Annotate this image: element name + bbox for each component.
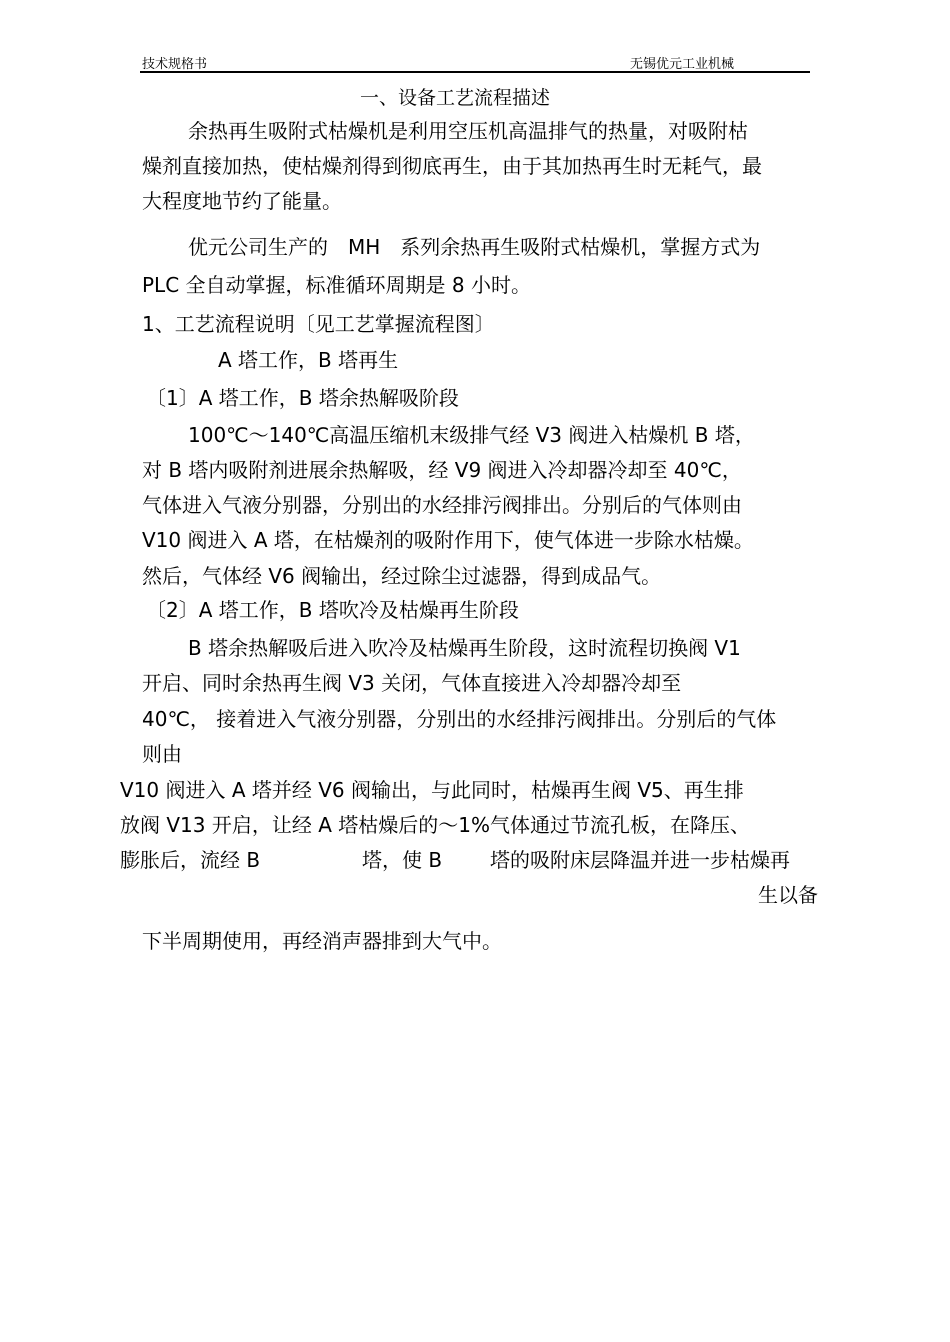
paragraph-line: PLC 全自动掌握，标准循环周期是 8 小时。 <box>142 273 531 297</box>
paragraph-line: 余热再生吸附式枯燥机是利用空压机高温排气的热量，对吸附枯 <box>188 119 748 143</box>
paragraph-line: 然后，气体经 V6 阀输出，经过除尘过滤器，得到成品气。 <box>142 564 662 588</box>
paragraph-line: A 塔工作，B 塔再生 <box>218 348 399 372</box>
paragraph-line: 对 B 塔内吸附剂进展余热解吸，经 V9 阀进入冷却器冷却至 40℃， <box>142 458 742 482</box>
paragraph-line: 则由 <box>142 742 182 766</box>
header-rule <box>140 71 810 73</box>
paragraph-line: B 塔余热解吸后进入吹冷及枯燥再生阶段，这时流程切换阀 V1 <box>188 636 741 660</box>
paragraph-line: 开启、同时余热再生阀 V3 关闭，气体直接进入冷却器冷却至 <box>142 671 682 695</box>
paragraph-line: 〔2〕A 塔工作，B 塔吹冷及枯燥再生阶段 <box>146 598 519 622</box>
paragraph-line: 气体进入气液分别器，分别出的水经排污阀排出。分别后的气体则由 <box>142 493 742 517</box>
paragraph-line: 膨胀后，流经 B <box>120 848 261 872</box>
header-left: 技术规格书 <box>142 57 208 72</box>
paragraph-line: 燥剂直接加热，使枯燥剂得到彻底再生，由于其加热再生时无耗气，最 <box>142 154 762 178</box>
paragraph-line: 塔的吸附床层降温并进一步枯燥再 <box>490 848 790 872</box>
paragraph-line: V10 阀进入 A 塔，在枯燥剂的吸附作用下，使气体进一步除水枯燥。 <box>142 528 754 552</box>
paragraph-line: 优元公司生产的 MH 系列余热再生吸附式枯燥机，掌握方式为 <box>188 235 761 259</box>
paragraph-line: 40℃， 接着进入气液分别器，分别出的水经排污阀排出。分别后的气体 <box>142 707 777 731</box>
paragraph-line: V10 阀进入 A 塔并经 V6 阀输出，与此同时，枯燥再生阀 V5、再生排 <box>120 778 744 802</box>
paragraph-line: 100℃～140℃高温压缩机末级排气经 V3 阀进入枯燥机 B 塔， <box>188 423 755 447</box>
paragraph-line: 放阀 V13 开启，让经 A 塔枯燥后的～1%气体通过节流孔板，在降压、 <box>120 813 750 837</box>
paragraph-line: 〔1〕A 塔工作，B 塔余热解吸阶段 <box>146 386 459 410</box>
paragraph-line: 大程度地节约了能量。 <box>142 189 342 213</box>
header-right: 无锡优元工业机械 <box>630 57 735 72</box>
paragraph-line: 塔，使 B <box>362 848 443 872</box>
paragraph-line: 下半周期使用，再经消声器排到大气中。 <box>142 929 502 953</box>
section-title: 一、设备工艺流程描述 <box>360 87 551 109</box>
paragraph-line: 1、工艺流程说明〔见工艺掌握流程图〕 <box>142 312 495 336</box>
paragraph-line: 生以备 <box>758 883 818 907</box>
